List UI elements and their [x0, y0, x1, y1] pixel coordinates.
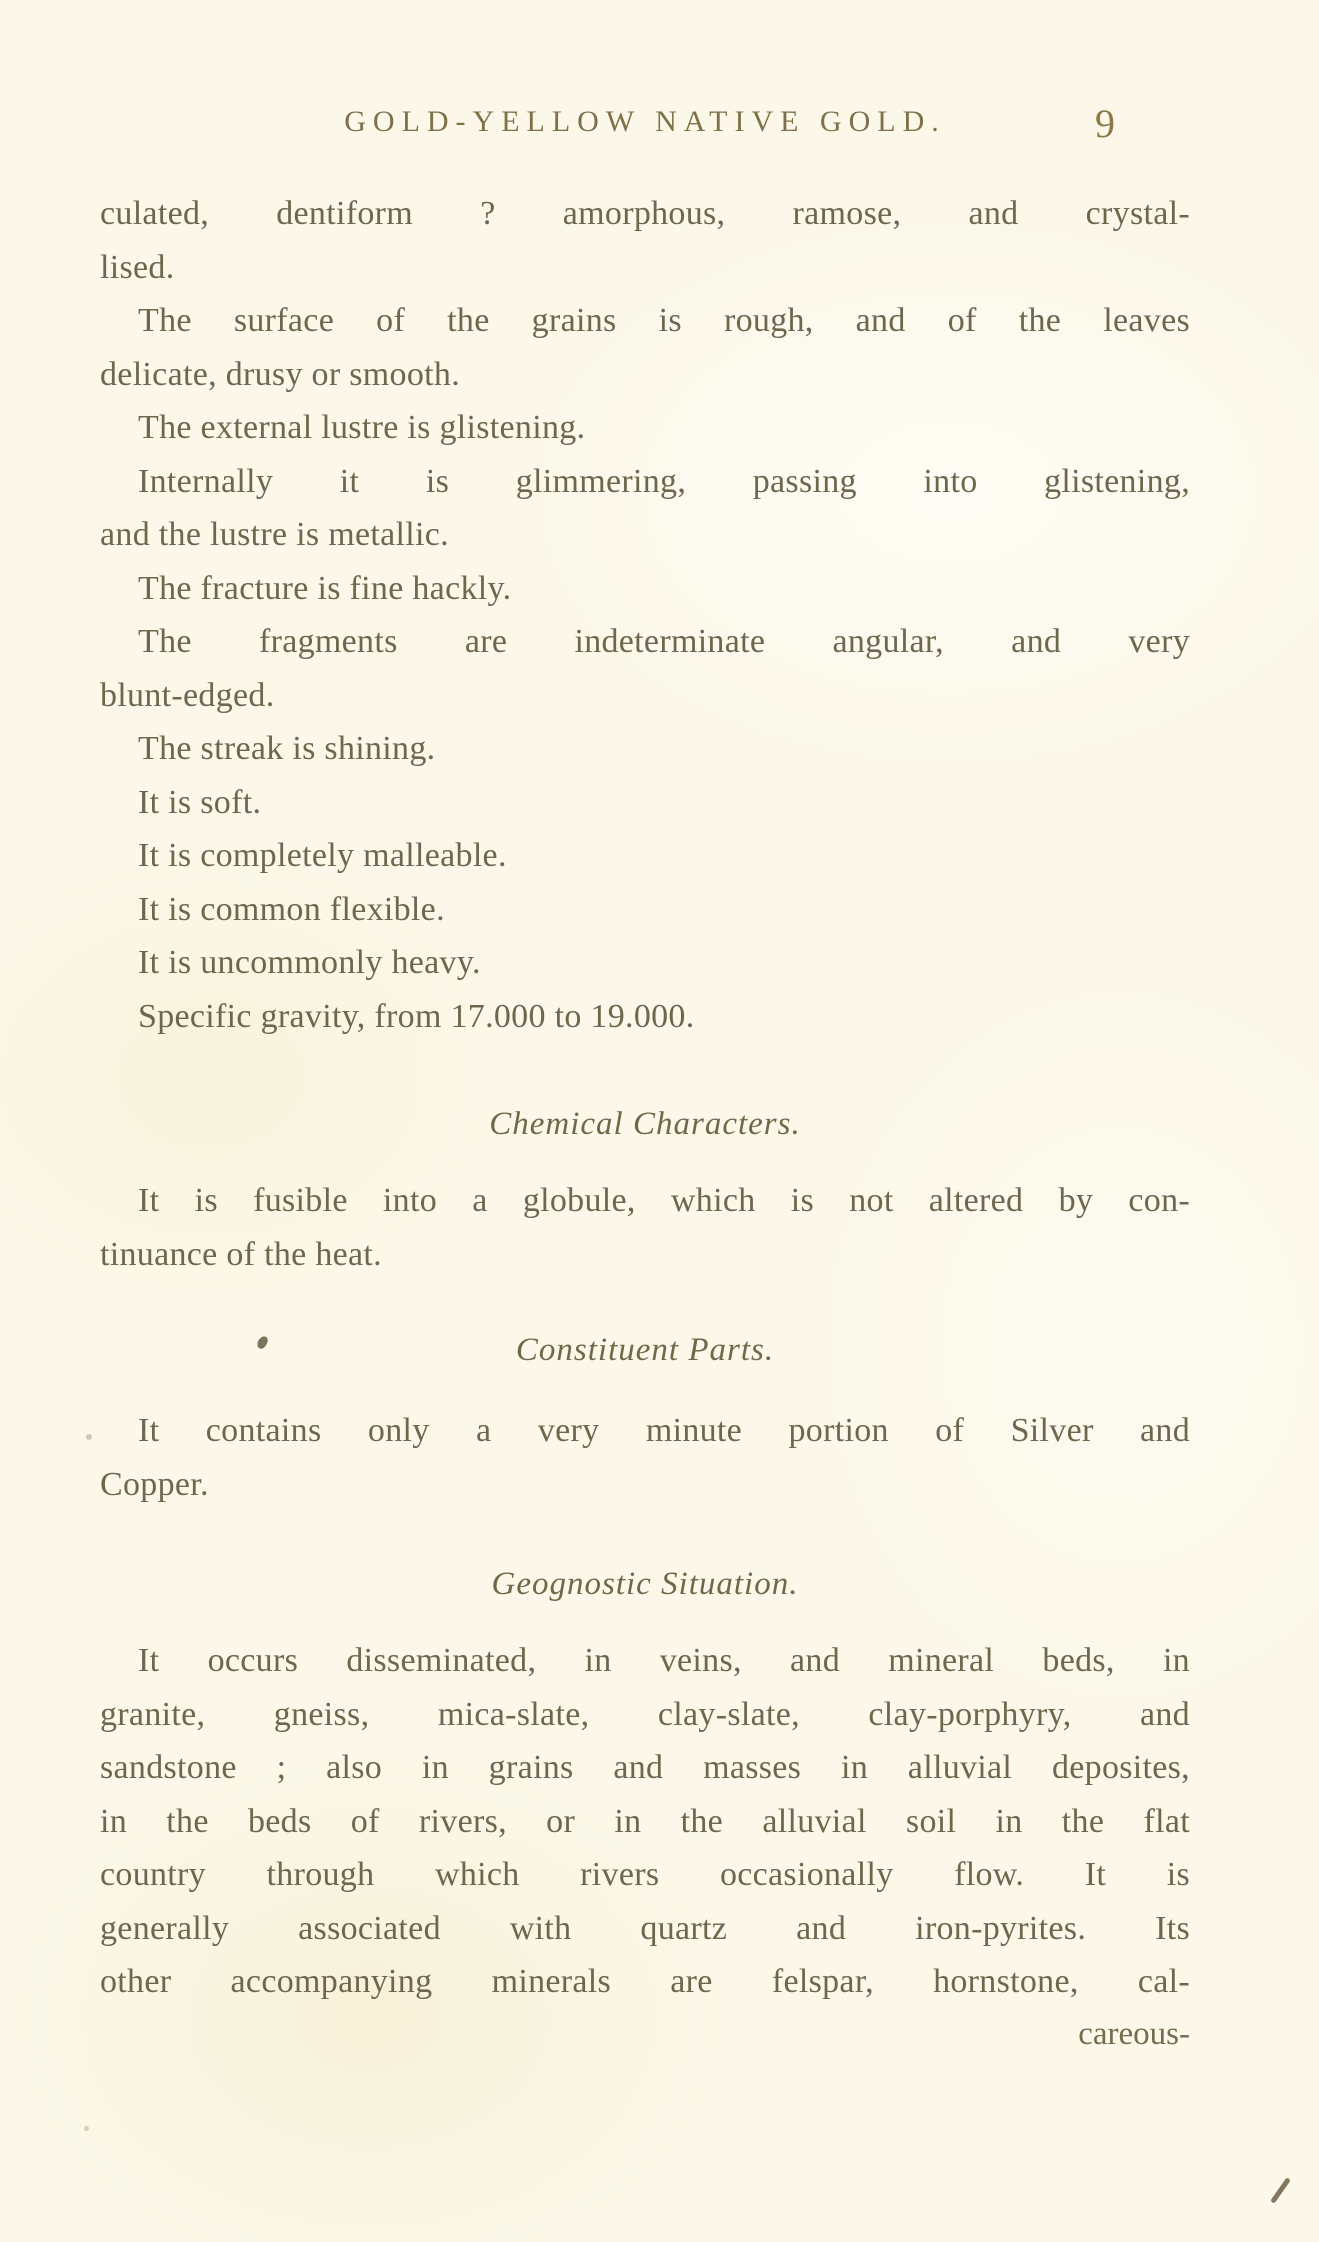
ink-dot-mark [86, 1434, 92, 1440]
text-line: Internally it is glimmering, passing into glistening, [138, 462, 1190, 500]
text-line: The fracture is fine hackly. [138, 569, 512, 607]
text-line: It is fusible into a globule, which is not altered by con- [138, 1182, 1190, 1219]
text-line: It is completely malleable. [138, 837, 507, 874]
text-line: The external lustre is glistening. [138, 409, 586, 446]
text-line: and the lustre is metallic. [100, 516, 449, 553]
text-line: tinuance of the heat. [100, 1235, 382, 1273]
pen-slash-mark [1270, 2177, 1291, 2204]
text-line: other accompanying minerals are felspar, hornstone, cal- [100, 1963, 1190, 2000]
text-line: Specific gravity, from 17.000 to 19.000. [138, 997, 695, 1035]
catchword: careous- [1078, 2016, 1190, 2052]
text-line: It contains only a very minute portion of Silver and [138, 1412, 1190, 1449]
text-line: It is soft. [138, 783, 262, 821]
text-line: The streak is shining. [138, 730, 436, 767]
text-line: Copper. [100, 1465, 209, 1503]
text-line: culated, dentiform ? amorphous, ramose, and crystal- [100, 195, 1190, 232]
ink-dot-mark [84, 2126, 89, 2131]
text-line: country through which rivers occasionally flow. It is [100, 1856, 1190, 1893]
text-line: It is uncommonly heavy. [138, 944, 481, 981]
section-constituent-parts-text [100, 1404, 1190, 1511]
text-line: generally associated with quartz and iron-pyrites. Its [100, 1909, 1190, 1947]
text-line: sandstone ; also in grains and masses in alluvial deposites, [100, 1749, 1190, 1786]
text-line: It is common flexible. [138, 890, 445, 928]
running-header-title: GOLD-YELLOW NATIVE GOLD. [344, 105, 946, 138]
text-line: delicate, drusy or smooth. [100, 355, 461, 393]
section-heading-constituent-parts: Constituent Parts. [515, 1332, 775, 1368]
page-number: 9 [1095, 101, 1115, 146]
text-line: in the beds of rivers, or in the alluvial soil in the flat [100, 1802, 1190, 1840]
section-heading-chemical-characters: Chemical Characters. [489, 1106, 801, 1142]
text-line: lised. [100, 248, 175, 286]
opening-paragraphs [100, 187, 1190, 1043]
text-line: granite, gneiss, mica-slate, clay-slate, clay-porphyry, and [100, 1695, 1190, 1733]
text-line: The fragments are indeterminate angular, and very [138, 623, 1190, 660]
section-heading-geognostic-situation: Geognostic Situation. [491, 1566, 799, 1602]
text-line: The surface of the grains is rough, and of the leaves [138, 302, 1190, 339]
section-geognostic-situation-text [100, 1634, 1190, 2009]
text-line: It occurs disseminated, in veins, and mineral beds, in [138, 1642, 1190, 1679]
section-chemical-characters-text [100, 1174, 1190, 1281]
text-line: blunt-edged. [100, 676, 275, 714]
